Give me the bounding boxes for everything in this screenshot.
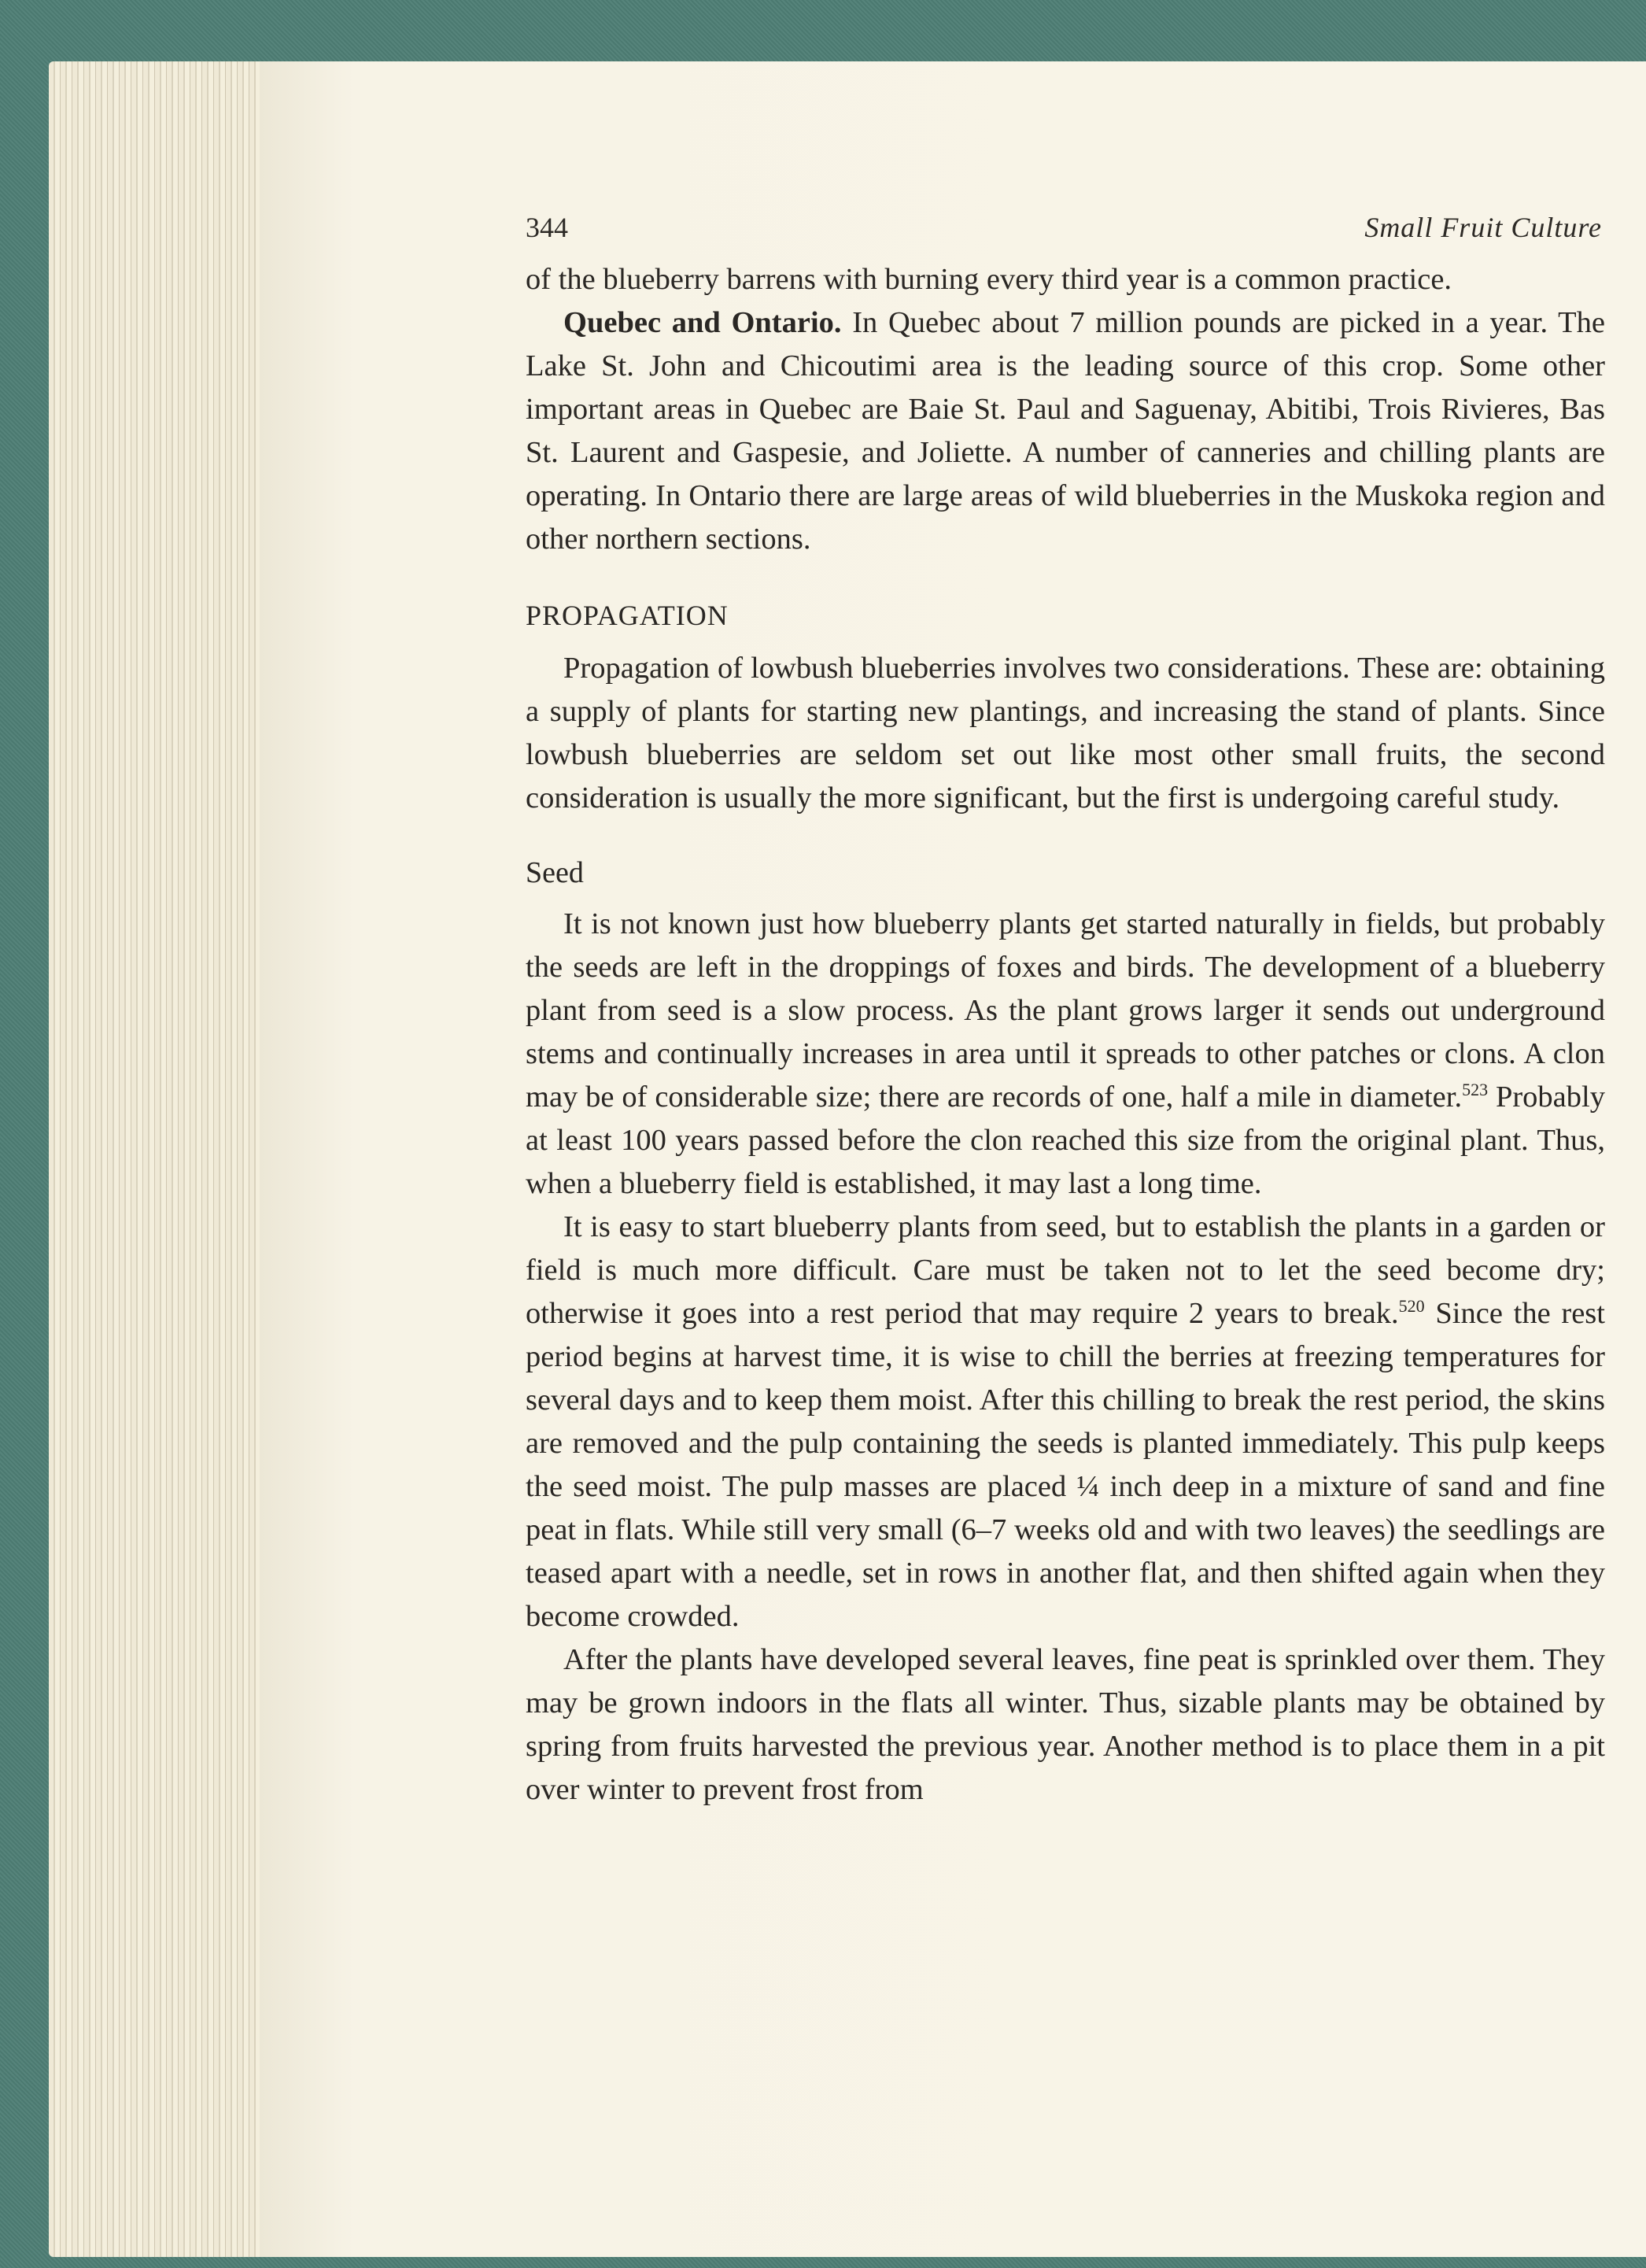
page-number: 344 [526, 212, 568, 243]
page-body [526, 258, 1605, 1812]
paragraph-quebec-ontario [526, 301, 1605, 561]
paragraph-continuation: of the blueberry barrens with burning every third year is a common practice. [526, 263, 1452, 296]
paragraph-text: It is not known just how blueberry plants get started naturally in fields, but probably the seeds are left in the droppings of foxes and birds. The development of a blueberry plant from seed is a slow process. As the plant grows larger it sends out underground stems and continually increases in area until it spreads to other patches or clons. A clon may be of considerable size; there are records of one, half a mile in diameter. [526, 907, 1605, 1114]
subsection-heading-seed: Seed [526, 856, 584, 889]
paragraph-seed-2 [526, 1206, 1605, 1638]
running-head: Small Fruit Culture [1364, 212, 1602, 243]
section-heading-propagation: PROPAGATION [526, 600, 729, 631]
footnote-reference: 520 [1398, 1296, 1425, 1317]
run-in-heading: Quebec and Ontario. [563, 306, 842, 339]
paragraph-propagation: Propagation of lowbush blueberries involves two considerations. These are: obtaining a supply of plants for starting new plantings, and increasing the stand of plants. Since lowbush blueberries are seldom set out like most other small fruits, the second consideration is usually the more significant, but the first is undergoing careful study. [526, 652, 1605, 814]
paragraph-text: In Quebec about 7 million pounds are picked in a year. The Lake St. John and Chicoutimi area is the leading source of this crop. Some other important areas in Quebec are Baie St. Paul and Saguenay, Abitibi, Trois Rivieres, Bas St. Laurent and Gaspesie, and Joliette. A number of canneries and chilling plants are operating. In Ontario there are large areas of wild blueberries in the Muskoka region and other northern sections. [526, 306, 1606, 556]
paragraph-text: Since the rest period begins at harvest time, it is wise to chill the berries at freezing temperatures for several days and to keep them moist. After this chilling to break the rest period, the skins are removed and the pulp containing the seeds is planted immediately. This pulp keeps the seed moist. The pulp masses are placed ¼ inch deep in a mixture of sand and fine peat in flats. While still very small (6–7 weeks old and with two leaves) the seedlings are teased apart with a needle, set in rows in another flat, and then shifted again when they become crowded. [526, 1297, 1605, 1633]
paragraph-seed-1 [526, 903, 1605, 1206]
paragraph-text: It is easy to start blueberry plants from seed, but to establish the plants in a garden or field is much more difficult. Care must be taken not to let the seed become dry; otherwise it goes into a rest period that may require 2 years to break. [526, 1210, 1605, 1330]
footnote-reference: 523 [1462, 1080, 1489, 1100]
page-header [526, 211, 1602, 255]
paragraph-seed-3: After the plants have developed several leaves, fine peat is sprinkled over them. They may be grown indoors in the flats all winter. Thus, sizable plants may be obtained by spring from fruits harvested the previous year. Another method is to place them in a pit over winter to prevent frost from [526, 1643, 1605, 1806]
paragraph-text: Probably at least 100 years passed before the clon reached this size from the original plant. Thus, when a blueberry field is established, it may last a long time. [526, 1080, 1605, 1200]
